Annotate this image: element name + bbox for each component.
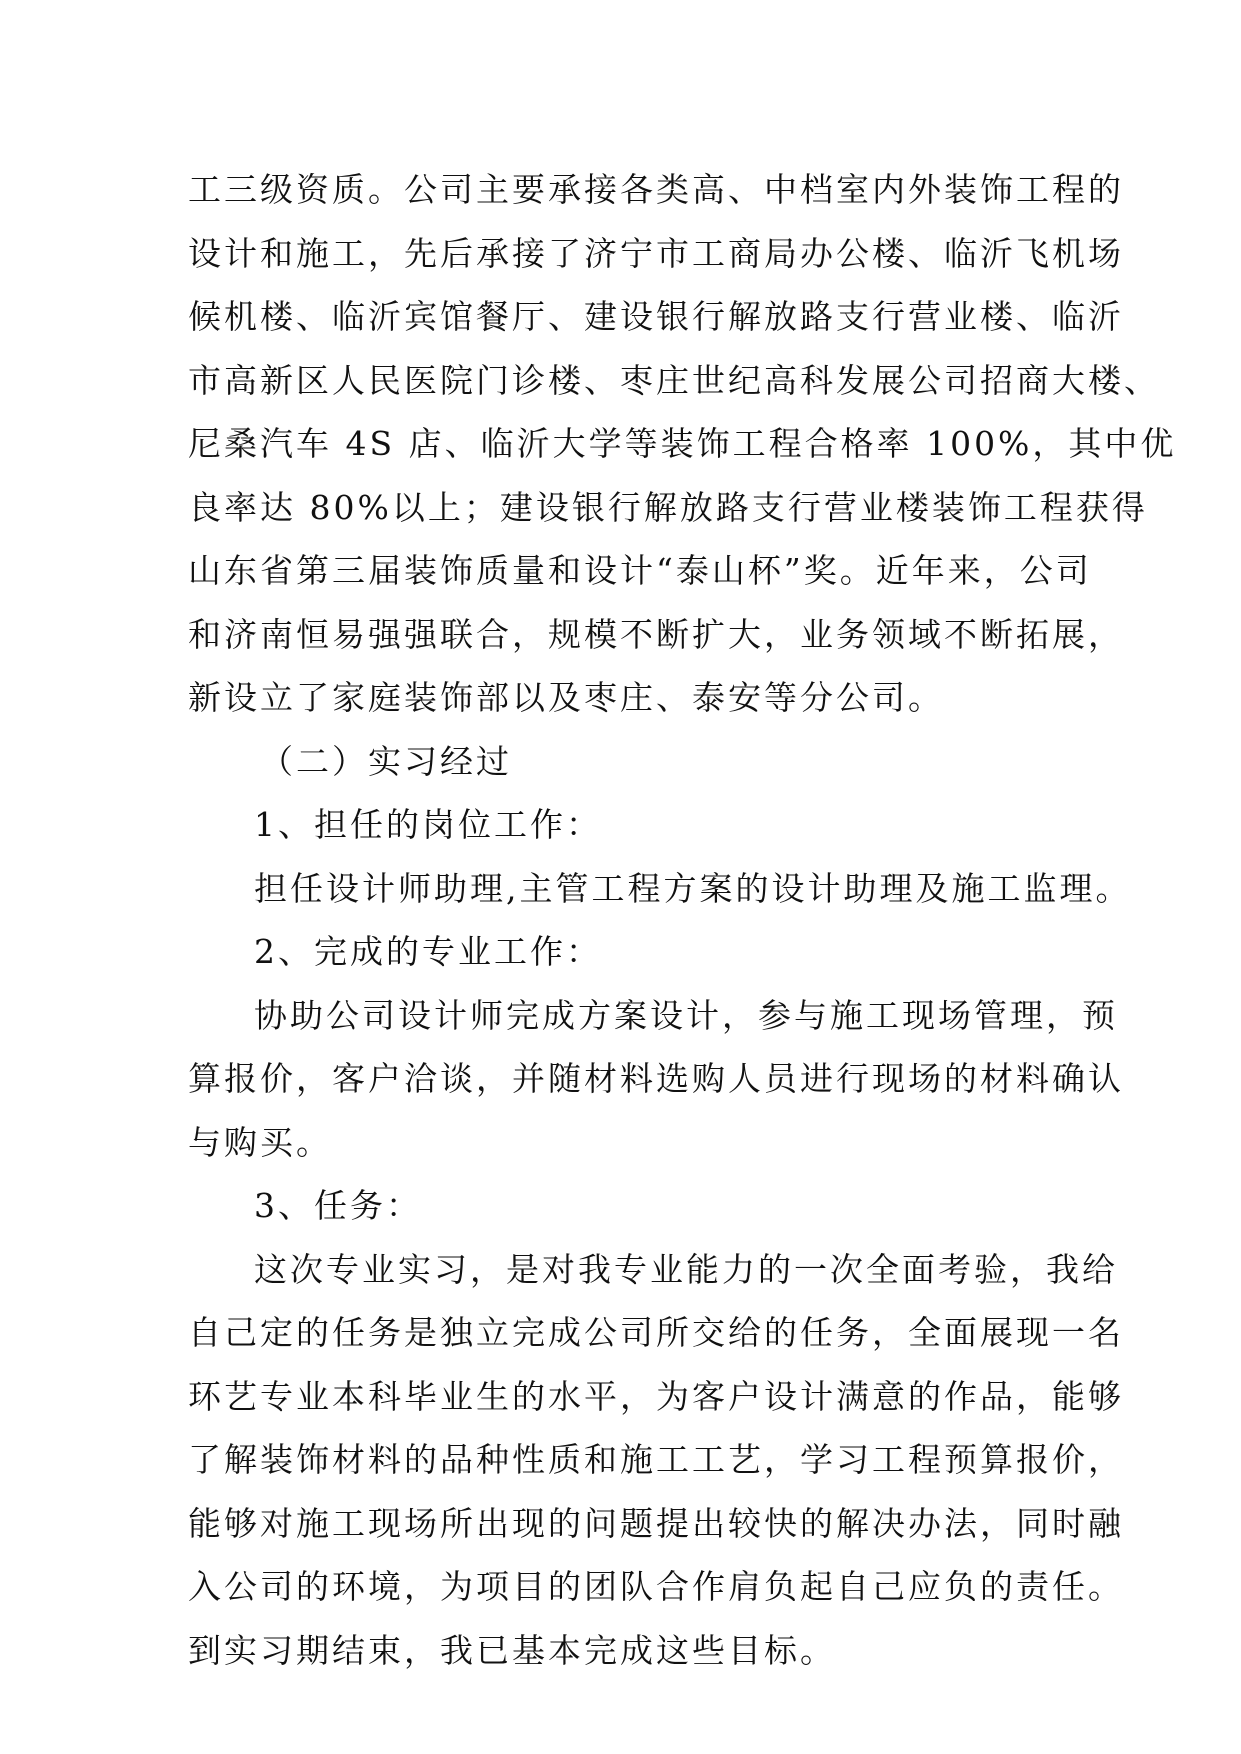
text-line: 尼桑汽车 4S 店、临沂大学等装饰工程合格率 100%，其中优 [188, 424, 1177, 463]
text-line: 候机楼、临沂宾馆餐厅、建设银行解放路支行营业楼、临沂 [188, 297, 1124, 336]
document-body [188, 158, 1177, 1682]
text-line: 入公司的环境，为项目的团队合作肩负起自己应负的责任。 [188, 1567, 1124, 1606]
text-line: 工三级资质。公司主要承接各类高、中档室内外装饰工程的 [188, 170, 1124, 209]
text-line: 能够对施工现场所出现的问题提出较快的解决办法，同时融 [188, 1503, 1124, 1543]
text-line: 这次专业实习，是对我专业能力的一次全面考验，我给 [254, 1249, 1118, 1289]
text-line: 环艺专业本科毕业生的水平，为客户设计满意的作品，能够 [188, 1376, 1124, 1416]
text-line: 自己定的任务是独立完成公司所交给的任务，全面展现一名 [188, 1313, 1124, 1352]
text-line: 新设立了家庭装饰部以及枣庄、泰安等分公司。 [188, 678, 944, 717]
text-line: 担任设计师助理,主管工程方案的设计助理及施工监理。 [254, 868, 1132, 908]
text-line: 1、担任的岗位工作： [254, 805, 602, 844]
text-line: 到实习期结束，我已基本完成这些目标。 [188, 1630, 836, 1670]
text-line: （二）实习经过 [260, 741, 512, 781]
text-line: 设计和施工，先后承接了济宁市工商局办公楼、临沂飞机场 [188, 233, 1124, 273]
text-line: 协助公司设计师完成方案设计，参与施工现场管理，预 [254, 995, 1118, 1035]
text-line: 市高新区人民医院门诊楼、枣庄世纪高科发展公司招商大楼、 [188, 360, 1160, 400]
text-line: 和济南恒易强强联合，规模不断扩大，业务领域不断拓展， [188, 614, 1124, 654]
text-line: 2、完成的专业工作： [254, 932, 602, 971]
text-line: 山东省第三届装饰质量和设计“泰山杯”奖。近年来，公司 [188, 551, 1092, 590]
text-line: 与购买。 [188, 1122, 332, 1162]
text-line: 了解装饰材料的品种性质和施工工艺，学习工程预算报价， [188, 1440, 1124, 1479]
text-line: 良率达 80%以上；建设银行解放路支行营业楼装饰工程获得 [188, 487, 1148, 527]
text-line: 算报价，客户洽谈，并随材料选购人员进行现场的材料确认 [188, 1059, 1124, 1098]
text-line: 3、任务： [254, 1186, 422, 1225]
